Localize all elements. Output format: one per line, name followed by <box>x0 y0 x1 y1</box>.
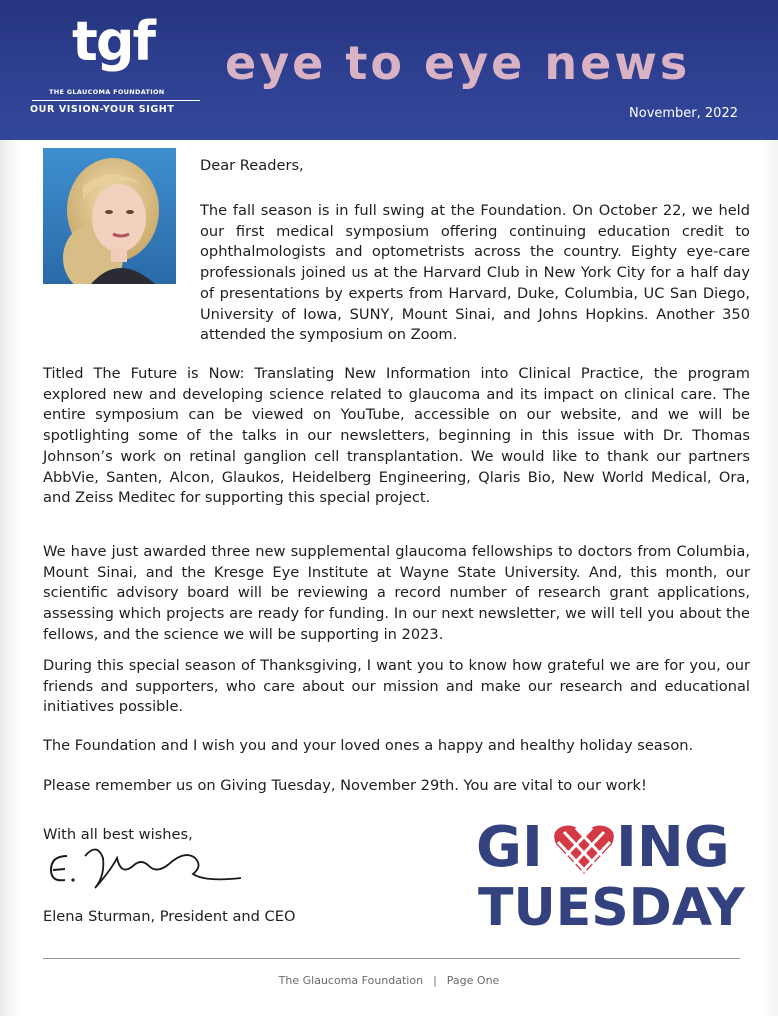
giving-word-right: ING <box>616 815 730 880</box>
tuesday-line: TUESDAY <box>478 878 745 938</box>
giving-tuesday-logo <box>476 815 745 938</box>
logo-divider <box>32 100 200 101</box>
logo-mark: tgf <box>72 10 154 73</box>
letter-paragraph-4: During this special season of Thanksgiving, I want you to know how grateful we are for you, our friends and supporters, who care about our mission and make our research and educational initiatives possible. <box>43 657 750 716</box>
footer-separator: | <box>433 974 437 987</box>
letter-paragraph-3: We have just awarded three new supplemental glaucoma fellowships to doctors from Columbia, Mount Sinai, and the Kresge Eye Institute at Wayne State University. And, this month, our scientific advisory board will be reviewing a record number of research grant applications, assessing which projects are ready for funding. In our next newsletter, we will tell you about the fellows, and the science we will be supporting in 2023. <box>43 543 750 643</box>
letter-paragraph-2: Titled The Future is Now: Translating New Information into Clinical Practice, the program explored new and developing science related to glaucoma and its impact on clinical care. The entire symposium can be viewed on YouTube, accessible on our website, and we will be spotlighting some of the talks in our newsletters, beginning in this issue with Dr. Thomas Johnson’s work on retinal ganglion cell transplantation. We would like to thank our partners AbbVie, Santen, Alcon, Glaukos, Heidelberg Engineering, Qlaris Bio, New World Medical, Ora, and Zeiss Meditec for supporting this special project. <box>43 365 750 507</box>
footer-org: The Glaucoma Foundation <box>278 974 424 987</box>
signer-name: Elena Sturman, President and CEO <box>43 908 296 925</box>
logo-org-name: THE GLAUCOMA FOUNDATION <box>49 88 165 96</box>
letter-closing: With all best wishes, <box>43 826 193 843</box>
footer-page: Page One <box>446 974 500 987</box>
foundation-logo <box>24 10 204 119</box>
heart-icon <box>552 824 616 876</box>
issue-date: November, 2022 <box>629 106 738 121</box>
giving-line <box>476 815 744 880</box>
salutation: Dear Readers, <box>200 157 304 174</box>
letter-paragraph-6: Please remember us on Giving Tuesday, November 29th. You are vital to our work! <box>43 777 647 794</box>
newsletter-title: eye to eye news <box>225 36 691 90</box>
masthead <box>0 0 778 140</box>
logo-tagline: OUR VISION-YOUR SIGHT <box>30 104 175 115</box>
footer-divider <box>43 958 740 959</box>
giving-word-left: GI <box>476 815 543 880</box>
letter-paragraph-1: The fall season is in full swing at the Foundation. On October 22, we held our first medical symposium offering continuing education credit to ophthalmologists and optometrists across the country. Eighty eye-care professionals joined us at the Harvard Club in New York City for a half day of presentations by experts from Harvard, Duke, Columbia, UC San Diego, University of Iowa, SUNY, Mount Sinai, and Johns Hopkins. Another 350 attended the symposium on Zoom. <box>200 202 750 344</box>
letter-paragraph-5: The Foundation and I wish you and your loved ones a happy and healthy holiday season. <box>43 737 694 754</box>
handwritten-signature <box>45 836 245 896</box>
page-footer <box>0 974 778 987</box>
